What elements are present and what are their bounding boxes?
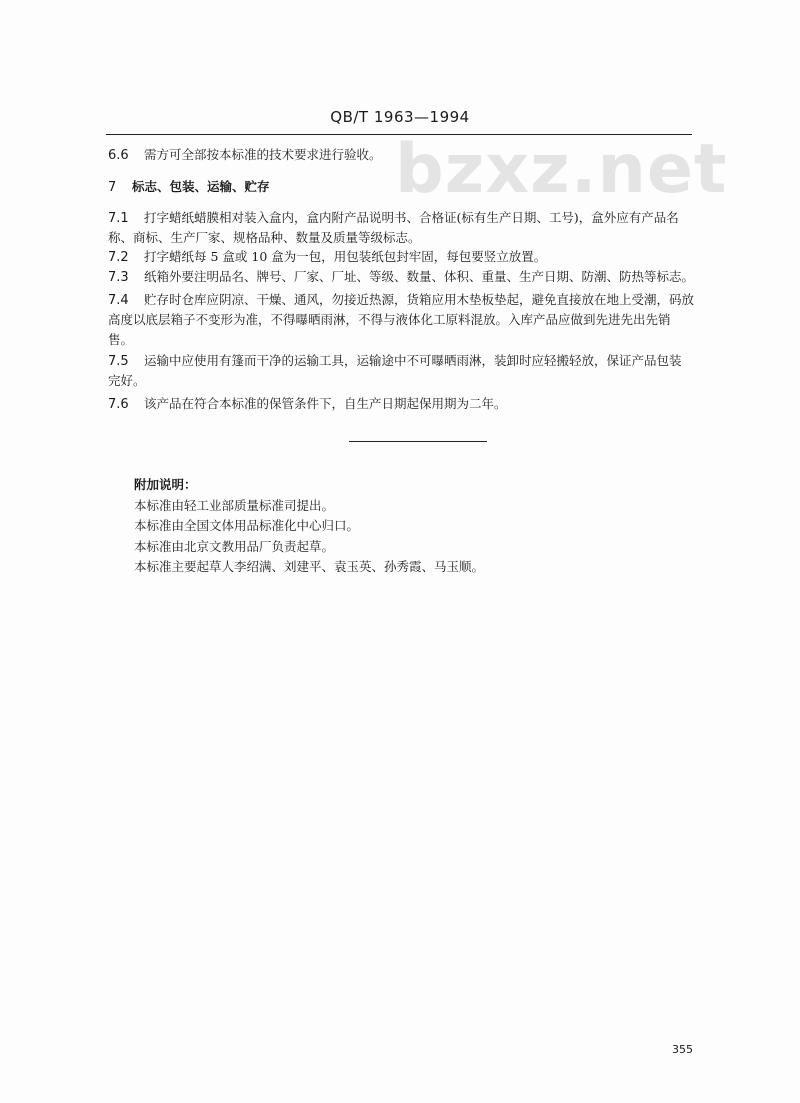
clause-text: 完好。	[108, 373, 146, 388]
clause-number: 7.5	[108, 354, 129, 369]
clause-number: 7.4	[108, 293, 129, 308]
section-title: 标志、包装、运输、贮存	[132, 179, 270, 194]
clause-7-4	[108, 291, 695, 310]
clause-7-5-continued	[108, 372, 688, 390]
watermark: bzxz.net	[395, 130, 728, 209]
clause-text: 纸箱外要注明品名、牌号、厂家、厂址、等级、数量、体积、重量、生产日期、防潮、防热等标志。	[144, 269, 695, 284]
clause-6-6	[108, 146, 688, 165]
header-rule	[106, 134, 692, 135]
clause-text: 该产品在符合本标准的保管条件下，自生产日期起保用期为二年。	[144, 396, 507, 411]
appendix-line: 本标准由轻工业部质量标准司提出。	[134, 498, 335, 513]
clause-number: 7.6	[108, 397, 129, 412]
clause-number: 7.1	[108, 211, 129, 226]
appendix-title: 附加说明：	[134, 477, 197, 492]
clause-text: 售。	[108, 332, 134, 347]
clause-7-4-continued	[108, 331, 688, 349]
appendix-line: 本标准主要起草人李绍满、刘建平、袁玉英、孙秀霞、马玉顺。	[134, 559, 485, 574]
clause-7-3	[108, 268, 695, 287]
clause-text: 称、商标、生产厂家、规格品种、数量及质量等级标志。	[108, 230, 421, 245]
appendix-line: 本标准由北京文教用品厂负责起草。	[134, 539, 335, 554]
clause-number: 6.6	[108, 148, 129, 163]
section-7-heading	[108, 178, 688, 197]
clause-text: 打字蜡纸蜡膜相对装入盒内，盒内附产品说明书、合格证(标有生产日期、工号)，盒外应有产品名	[144, 210, 679, 225]
clause-7-1-continued	[108, 229, 688, 247]
clause-7-1	[108, 209, 688, 228]
clause-text: 高度以底层箱子不变形为准，不得曝晒雨淋，不得与液体化工原料混放。入库产品应做到先进先出先销	[108, 312, 671, 327]
clause-text: 需方可全部按本标准的技术要求进行验收。	[144, 147, 382, 162]
clause-7-2	[108, 248, 688, 267]
section-number: 7	[108, 180, 117, 195]
clause-7-6	[108, 395, 688, 414]
clause-number: 7.3	[108, 270, 129, 285]
clause-number: 7.2	[108, 250, 129, 265]
clause-7-5	[108, 352, 688, 371]
standard-code-header: QB/T 1963—1994	[330, 108, 470, 126]
clause-text: 运输中应使用有篷而干净的运输工具，运输途中不可曝晒雨淋，装卸时应轻搬轻放，保证产品包装	[144, 353, 682, 368]
appendix-line: 本标准由全国文体用品标准化中心归口。	[134, 518, 360, 533]
clause-text: 贮存时仓库应阴凉、干燥、通风，勿接近热源，货箱应用木垫板垫起，避免直接放在地上受潮，码放	[144, 292, 695, 307]
clause-7-4-continued	[108, 311, 688, 329]
page-number: 355	[672, 1043, 693, 1056]
clause-text: 打字蜡纸每 5 盒或 10 盒为一包，用包装纸包封牢固，每包要竖立放置。	[144, 249, 547, 264]
end-divider	[349, 441, 487, 442]
